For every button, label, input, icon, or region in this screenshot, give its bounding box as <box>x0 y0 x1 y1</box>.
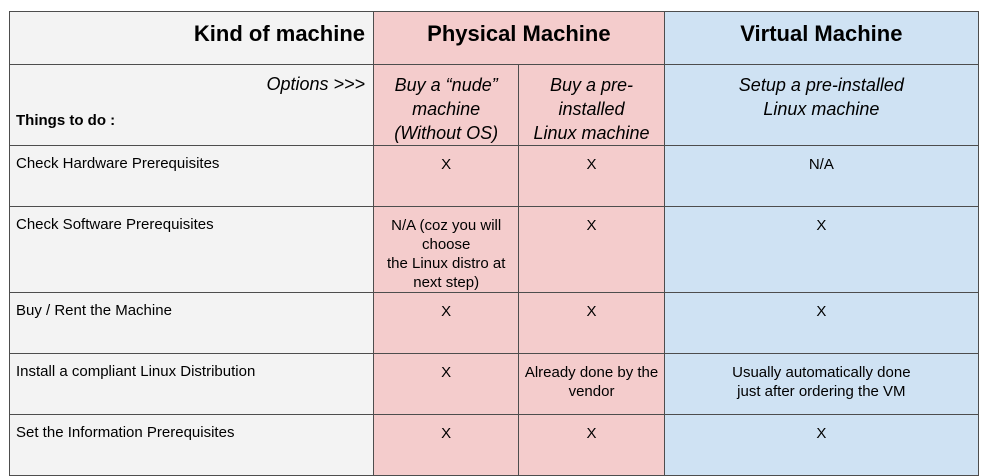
preinstalled-machine-cell <box>519 146 664 207</box>
kind-of-machine-header: Kind of machine <box>10 12 374 65</box>
table-row <box>10 354 979 415</box>
option-virtual-machine <box>664 65 978 146</box>
option-nude-line-2: (Without OS) <box>394 123 499 143</box>
cell-line-1: Usually automatically done <box>732 364 911 381</box>
table-row <box>10 415 979 476</box>
physical-machine-header: Physical Machine <box>374 12 665 65</box>
nude-machine-cell <box>374 415 519 476</box>
table-row <box>10 207 979 293</box>
option-nude-machine <box>374 65 519 146</box>
comparison-table <box>9 11 979 476</box>
table-row <box>10 293 979 354</box>
virtual-machine-cell <box>664 293 978 354</box>
nude-machine-cell <box>374 146 519 207</box>
cell-line-1: X <box>441 364 452 381</box>
task-label: Check Hardware Prerequisites <box>10 146 374 207</box>
task-label: Check Software Prerequisites <box>10 207 374 293</box>
cell-line-1: N/A (coz you will choose <box>391 217 502 253</box>
cell-line-1: X <box>586 156 597 173</box>
preinstalled-machine-cell <box>519 207 664 293</box>
cell-line-1: N/A <box>808 156 834 173</box>
nude-machine-cell <box>374 293 519 354</box>
cell-line-2: the Linux distro at next step) <box>386 255 506 291</box>
option-preinstalled-line-1: Buy a pre-installed <box>550 75 634 119</box>
preinstalled-machine-cell <box>519 415 664 476</box>
cell-line-1: X <box>586 303 597 320</box>
task-label: Set the Information Prerequisites <box>10 415 374 476</box>
preinstalled-machine-cell <box>519 293 664 354</box>
options-row <box>10 65 979 146</box>
virtual-machine-header: Virtual Machine <box>664 12 978 65</box>
task-label: Buy / Rent the Machine <box>10 293 374 354</box>
header-row <box>10 12 979 65</box>
cell-line-1: X <box>441 425 452 442</box>
cell-line-2: just after ordering the VM <box>737 383 906 400</box>
cell-line-1: X <box>441 303 452 320</box>
things-to-do-label: Things to do : <box>16 112 116 129</box>
virtual-machine-cell <box>664 354 978 415</box>
virtual-machine-cell <box>664 146 978 207</box>
virtual-machine-cell <box>664 207 978 293</box>
nude-machine-cell <box>374 354 519 415</box>
nude-machine-cell <box>374 207 519 293</box>
options-label-cell <box>10 65 374 146</box>
option-nude-line-1: Buy a “nude” machine <box>394 75 498 119</box>
cell-line-1: X <box>816 217 827 234</box>
table-row <box>10 146 979 207</box>
task-label: Install a compliant Linux Distribution <box>10 354 374 415</box>
cell-line-1: Already done by the vendor <box>524 364 659 400</box>
cell-line-1: X <box>441 156 452 173</box>
option-preinstalled-line-2: Linux machine <box>533 123 650 143</box>
cell-line-1: X <box>816 303 827 320</box>
option-preinstalled-machine <box>519 65 664 146</box>
cell-line-1: X <box>816 425 827 442</box>
virtual-machine-cell <box>664 415 978 476</box>
cell-line-1: X <box>586 217 597 234</box>
option-virtual-line-2: Linux machine <box>763 99 880 119</box>
preinstalled-machine-cell <box>519 354 664 415</box>
options-label: Options >>> <box>266 74 366 94</box>
cell-line-1: X <box>586 425 597 442</box>
option-virtual-line-1: Setup a pre-installed <box>738 75 904 95</box>
